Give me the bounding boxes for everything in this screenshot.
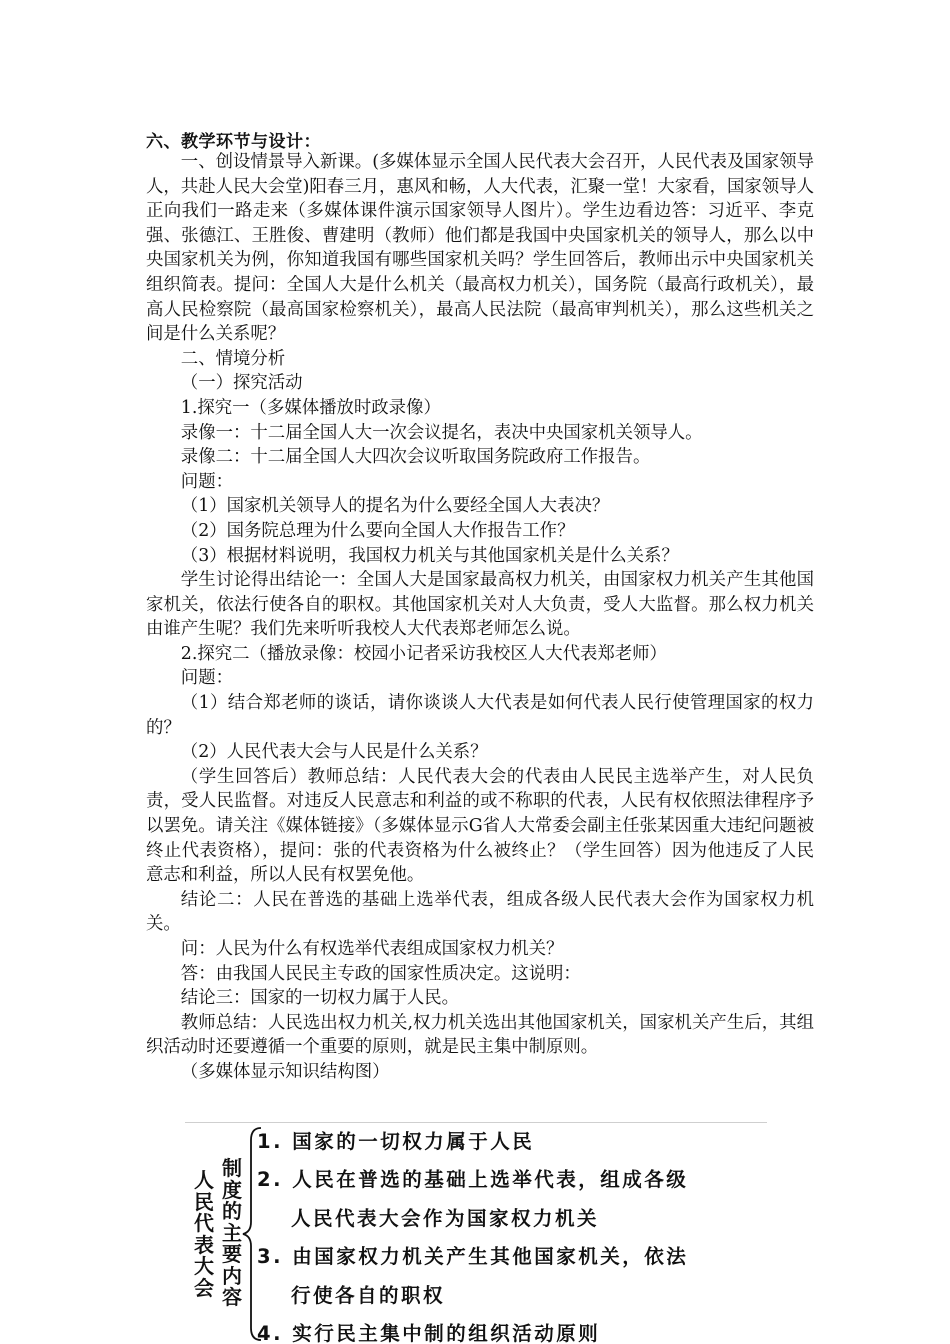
left-brace-icon — [241, 1124, 265, 1342]
inner-label-char: 度 — [222, 1177, 242, 1202]
paragraph: （2）人民代表大会与人民是什么关系？ — [180, 742, 488, 763]
paragraph: （1）结合郑老师的谈话，请你谈谈人大代表是如何代表人民行使管理国家的权力的？ — [146, 693, 814, 738]
figure-top-border — [185, 1122, 767, 1123]
paragraph: 问题： — [180, 668, 233, 689]
figure-item: 2. 人民在普选的基础上选举代表，组成各级 — [257, 1168, 689, 1191]
paragraph: 问：人民为什么有权选举代表组成国家权力机关？ — [180, 939, 564, 959]
paragraph: （多媒体显示知识结构图） — [180, 1061, 390, 1082]
paragraph: （一）探究活动 — [180, 373, 303, 394]
paragraph: 2.探究二（播放录像：校园小记者采访我校区人大代表郑老师） — [180, 643, 667, 664]
paragraph: 问题： — [180, 471, 233, 492]
figure-item: 4. 实行民主集中制的组织活动原则 — [257, 1322, 601, 1344]
outer-label-char: 代 — [194, 1211, 214, 1235]
section-heading: 六、教学环节与设计： — [146, 132, 321, 152]
paragraph: 学生讨论得出结论一：全国人大是国家最高权力机关，由国家权力机关产生其他国家机关，依法行使各自的职权。其他国家机关对人大负责，受人大监督。那么权力机关由谁产生呢？我们先来听听我校人大代表郑老师怎么说。 — [146, 570, 814, 640]
outer-label-char: 大 — [194, 1254, 214, 1278]
inner-label-char: 主 — [222, 1220, 242, 1245]
paragraph: （2）国务院总理为什么要向全国人大作报告工作？ — [180, 520, 575, 541]
paragraph: 教师总结：人民选出权力机关,权力机关选出其他国家机关，国家机关产生后，其组织活动时还要遵循一个重要的原则，就是民主集中制原则。 — [146, 1012, 814, 1058]
paragraph: 一、创设情景导入新课。(多媒体显示全国人民代表大会召开，人民代表及国家领导人，共赴人民大会堂)阳春三月，惠风和畅，人大代表，汇聚一堂！大家看，国家领导人正向我们一路走来（多媒体课件演示国家领导人图片）。学生边看边答：习近平、李克强、张德江、王胜俊、曹建明（教师）他们都是我国中央国家机关的领导人，那么以中央国家机关为例，你知道我国有哪些国家机关吗？学生回答后，教师出示中央国家机关组织简表。提问：全国人大是什么机关（最高权力机关），国务院（最高行政机关），最高人民检察院（最高国家检察机关），最高人民法院（最高审判机关），那么这些机关之间是什么关系呢？ — [146, 152, 814, 345]
figure-item: 1. 国家的一切权力属于人民 — [257, 1130, 535, 1153]
paragraph: 录像一：十二届全国人大一次会议提名，表决中央国家机关领导人。 — [180, 422, 703, 443]
body-text — [146, 150, 814, 1085]
outer-vertical-label — [193, 1170, 215, 1299]
paragraph: 答：由我国人民民主专政的国家性质决定。这说明： — [180, 963, 581, 984]
paragraph: 结论二：人民在普选的基础上选举代表，组成各级人民代表大会作为国家权力机关。 — [146, 889, 814, 935]
figure-item: 3. 由国家权力机关产生其他国家机关，依法 — [257, 1245, 689, 1268]
figure-item: 人民代表大会作为国家权力机关 — [291, 1207, 600, 1230]
inner-label-char: 的 — [222, 1199, 242, 1223]
inner-vertical-label — [221, 1158, 243, 1309]
inner-label-char: 内 — [222, 1263, 242, 1288]
paragraph: 结论三：国家的一切权力属于人民。 — [180, 988, 460, 1009]
paragraph: （3）根据材料说明，我国权力机关与其他国家机关是什么关系？ — [180, 545, 679, 566]
paragraph: （学生回答后）教师总结：人民代表大会的代表由人民民主选举产生，对人民负责，受人民监督。对违反人民意志和利益的或不称职的代表，人民有权依照法律程序予以罢免。请关注《媒体链接》（多媒体显示G省人大常委会副主任张某因重大违纪问题被终止代表资格），提问：张的代表资格为什么被终止？（学生回答）因为他违反了人民意志和利益，所以人民有权罢免他。 — [146, 766, 814, 886]
knowledge-structure-figure — [185, 1120, 767, 1344]
inner-label-char: 制 — [222, 1156, 242, 1180]
paragraph: 录像二：十二届全国人大四次会议听取国务院政府工作报告。 — [180, 447, 651, 468]
outer-label-char: 民 — [194, 1189, 214, 1214]
figure-item: 行使各自的职权 — [291, 1284, 446, 1307]
paragraph: 二、情境分析 — [180, 348, 286, 369]
outer-label-char: 人 — [194, 1168, 214, 1192]
outer-label-char: 会 — [194, 1275, 214, 1300]
paragraph: 1.探究一（多媒体播放时政录像） — [180, 397, 441, 418]
inner-label-char: 要 — [222, 1242, 242, 1266]
paragraph: （1）国家机关领导人的提名为什么要经全国人大表决？ — [180, 496, 610, 517]
outer-label-char: 表 — [194, 1232, 214, 1257]
inner-label-char: 容 — [222, 1285, 242, 1309]
